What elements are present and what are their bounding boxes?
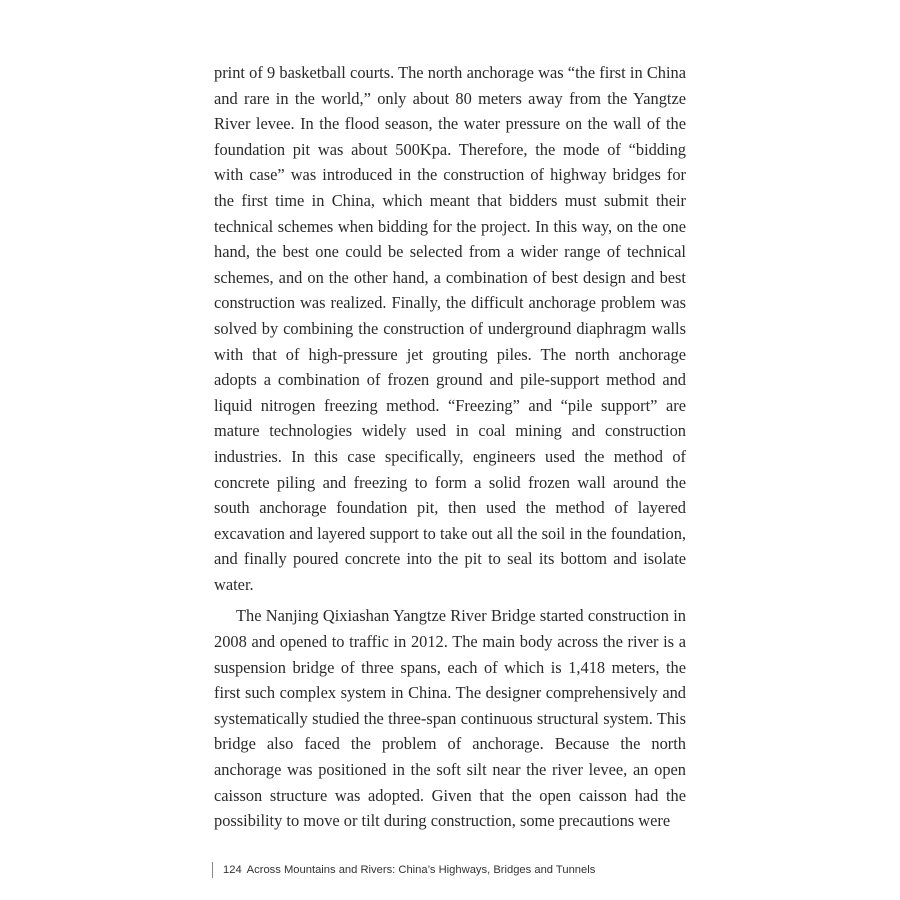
page-number: 124 [223,864,242,876]
footer-divider [212,862,213,878]
body-text [214,60,686,834]
page-footer [212,861,595,879]
running-title: Across Mountains and Rivers: China’s Highways, Bridges and Tunnels [246,864,596,876]
paragraph-qixiashan-bridge: The Nanjing Qixiashan Yangtze River Bridge started construction in 2008 and opened to traffic in 2012. The main body across the river is a suspension bridge of three spans, each of which is 1,418 meters, the first such complex system in China. The designer comprehensively and systematically studied the three-span continuous structural system. This bridge also faced the problem of anchorage. Because the north anchorage was positioned in the soft silt near the river levee, an open caisson structure was adopted. Given that the open caisson had the possibility to move or tilt during construction, some precautions were [214,606,686,831]
paragraph-continued: print of 9 basketball courts. The north anchorage was “the first in China and rare in the world,” only about 80 meters away from the Yangtze River levee. In the flood season, the water pressure on the wall of the foundation pit was about 500Kpa. Therefore, the mode of “bidding with case” was introduced in the construction of highway bridges for the first time in China, which meant that bidders must submit their technical schemes when bidding for the project. In this way, on the one hand, the best one could be selected from a wider range of technical schemes, and on the other hand, a combination of best design and best construction was realized. Finally, the difficult anchorage problem was solved by combining the construction of underground diaphragm walls with that of high-pressure jet grouting piles. The north anchorage adopts a combination of frozen ground and pile-support method and liquid nitrogen freezing method. “Freezing” and “pile support” are mature technologies widely used in coal mining and construction industries. In this case specifically, engineers used the method of concrete piling and freezing to form a solid frozen wall around the south anchorage foundation pit, then used the method of layered excavation and layered support to take out all the soil in the foundation, and finally poured concrete into the pit to seal its bottom and isolate water. [214,63,686,594]
